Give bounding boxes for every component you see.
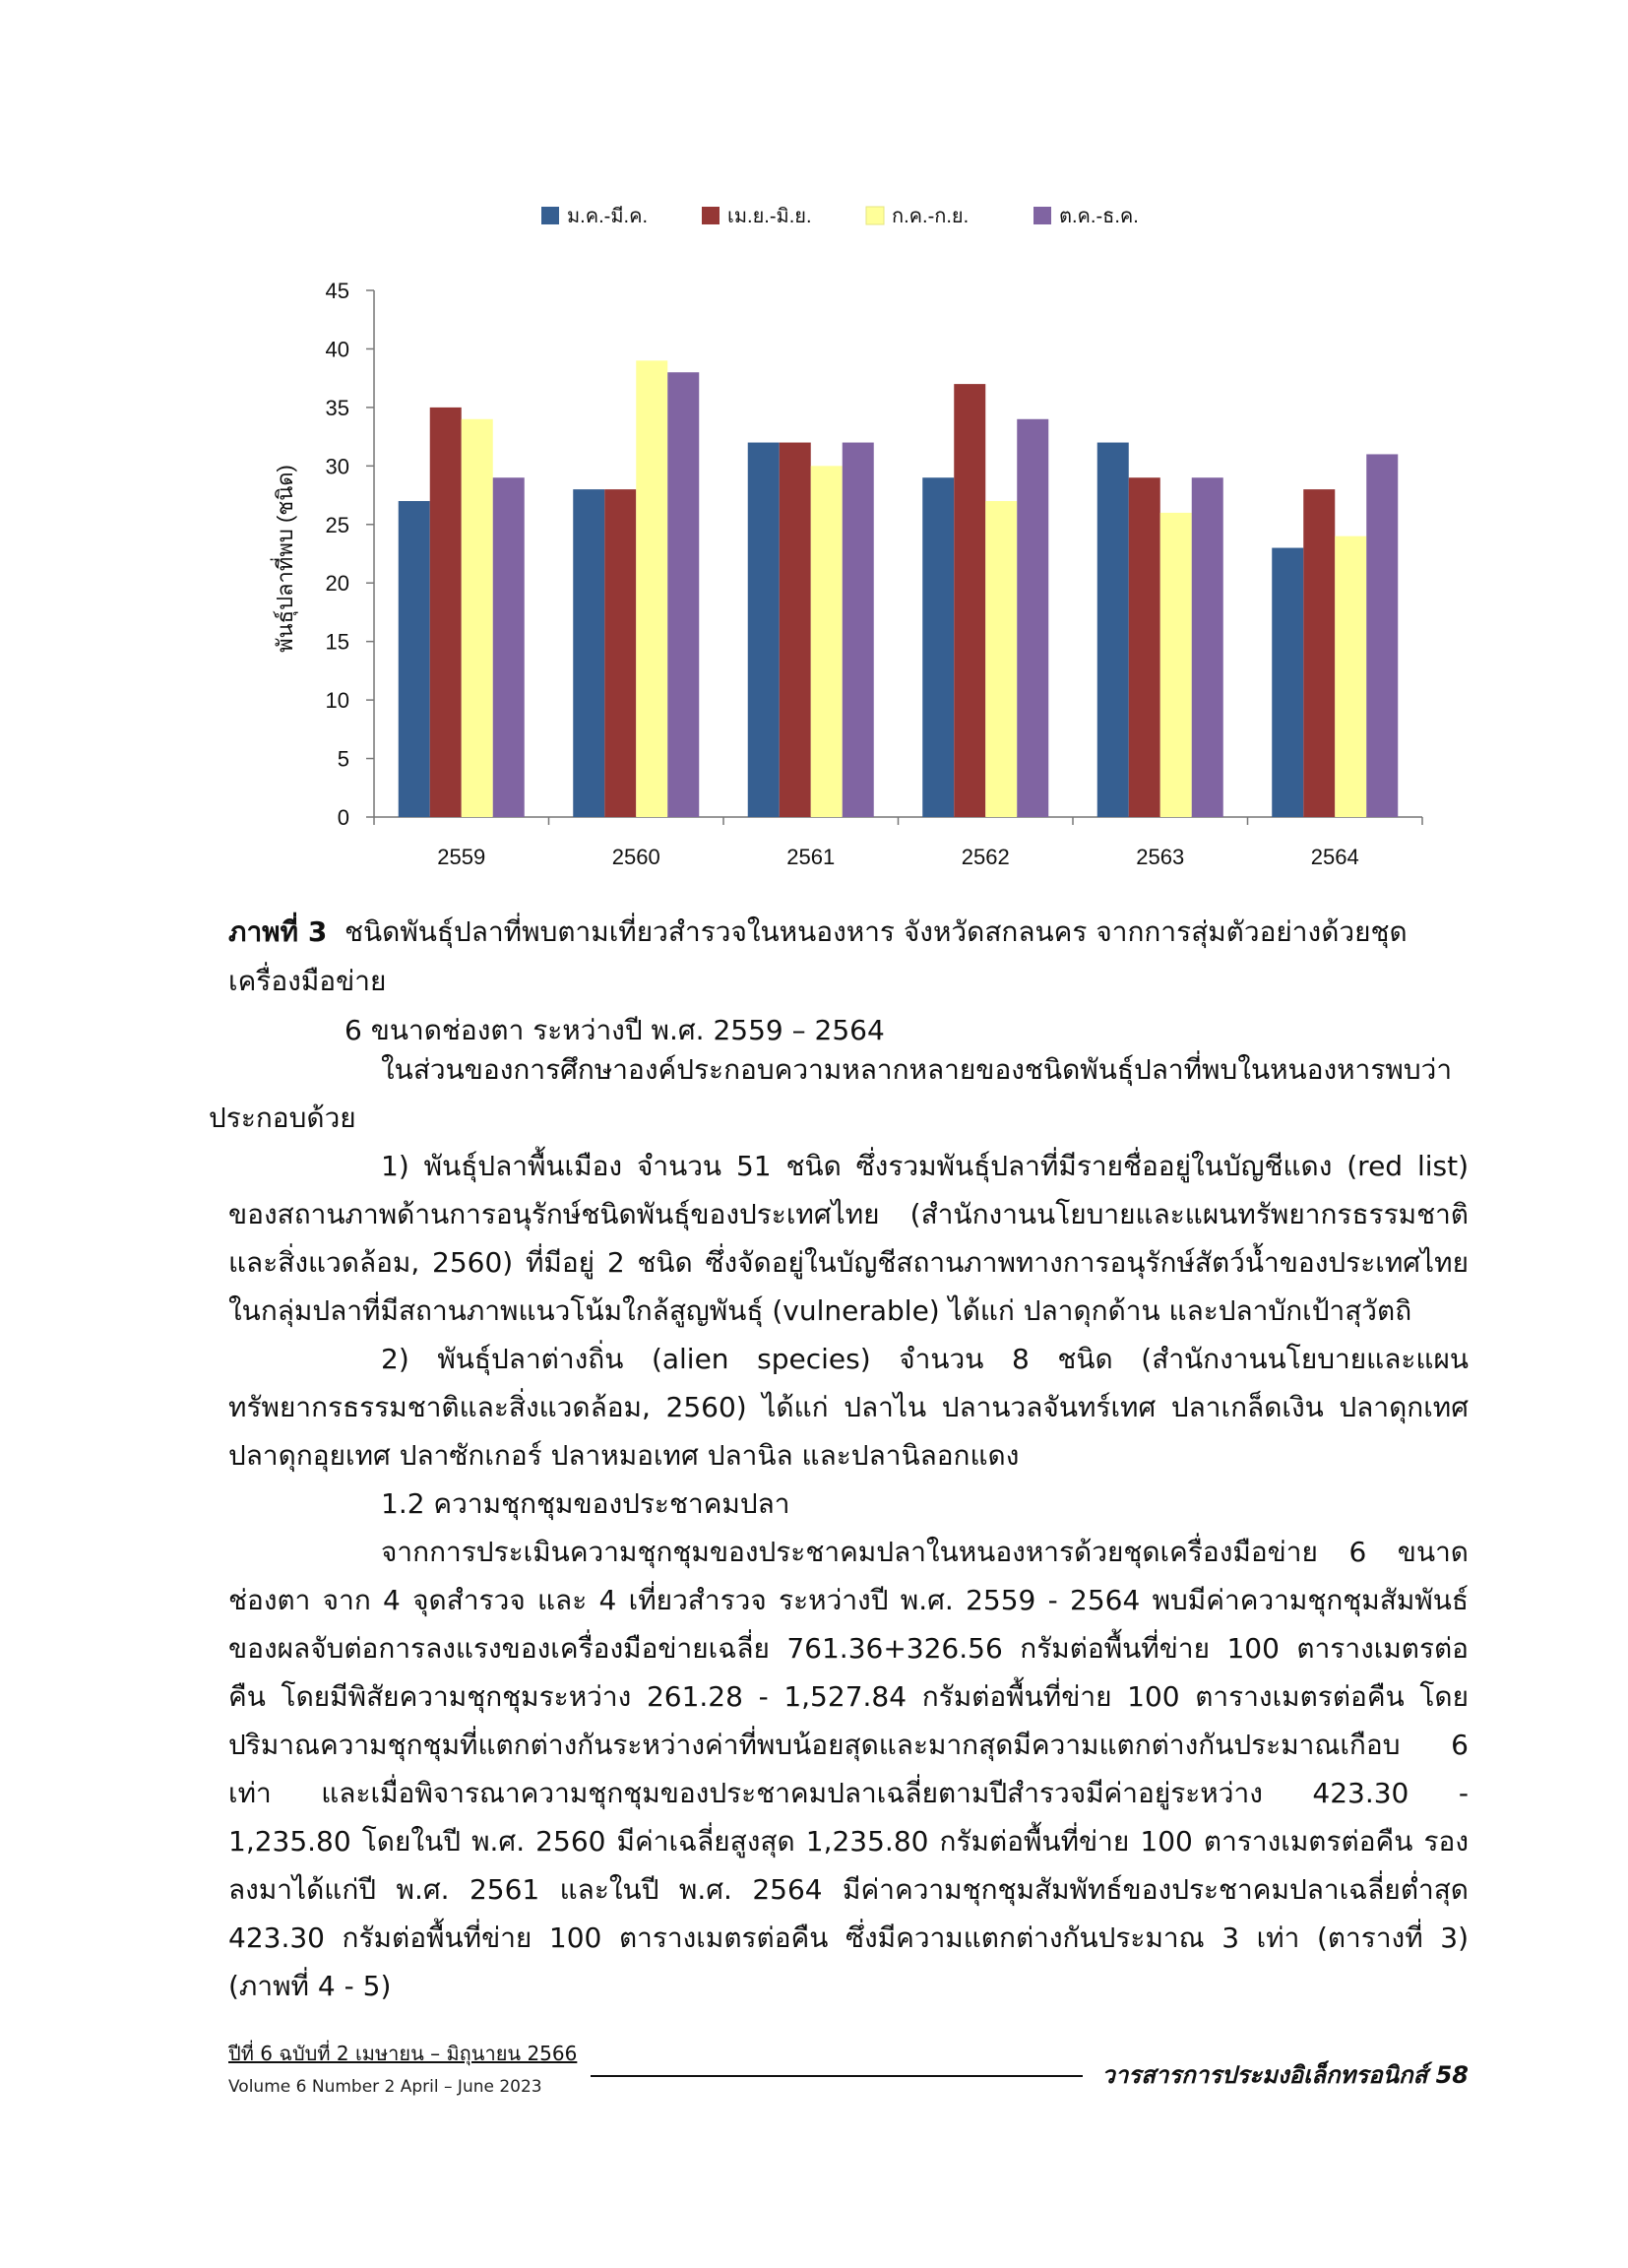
x-tick-label: 2563 [1136, 845, 1185, 869]
journal-name: วารสารการประมงอิเล็กทรอนิกส์ [1101, 2061, 1428, 2089]
legend-label: ม.ค.-มี.ค. [567, 206, 649, 227]
bar-2561-s4 [843, 443, 874, 817]
bar-2562-s2 [954, 384, 985, 817]
bar-2560-s4 [667, 372, 699, 817]
legend-swatch [541, 207, 559, 224]
x-tick-label: 2564 [1310, 845, 1359, 869]
y-tick-label: 0 [337, 805, 349, 830]
paragraph-native-fish: 1) พันธุ์ปลาพื้นเมือง จำนวน 51 ชนิด ซึ่งรวมพันธุ์ปลาที่มีรายชื่ออยู่ในบัญชีแดง (red list) ของสถานภาพด้านการอนุรักษ์ชนิดพันธุ์ของประเทศไทย (สำนักงานนโยบายและแผนทรัพยากรธรรมชาติและสิ่งแวดล้อม, 2560) ที่มีอยู่ 2 ชนิด ซึ่งจัดอยู่ในบัญชีสถานภาพทางการอนุรักษ์สัตว์น้ำของประเทศไทยในกลุ่มปลาที่มีสถานภาพแนวโน้มใกล้สูญพันธุ์ (vulnerable) ได้แก่ ปลาดุกด้าน และปลาบักเป้าสุวัตถิ [228, 1150, 1469, 1327]
footer-issue [228, 2038, 577, 2097]
bar-2562-s3 [985, 501, 1017, 817]
legend-swatch [702, 207, 720, 224]
y-axis-label: พันธุ์ปลาที่พบ (ชนิด) [273, 465, 297, 653]
footer-english-issue: Volume 6 Number 2 April – June 2023 [228, 2077, 542, 2097]
legend-label: ต.ค.-ธ.ค. [1059, 206, 1139, 227]
x-tick-label: 2561 [786, 845, 836, 869]
bar-2564-s3 [1335, 536, 1366, 817]
y-tick-label: 25 [325, 512, 349, 537]
y-tick-label: 15 [325, 629, 349, 655]
bar-2559-s2 [430, 408, 462, 817]
y-tick-label: 5 [337, 746, 349, 772]
footer-rule [591, 2075, 1083, 2077]
caption-line1: ชนิดพันธุ์ปลาที่พบตามเที่ยวสำรวจในหนองหาร จังหวัดสกลนคร จากการสุ่มตัวอย่างด้วยชุดเครื่องมือข่าย [228, 915, 1408, 997]
page-number: 58 [1435, 2061, 1469, 2089]
legend-label: เม.ย.-มิ.ย. [727, 206, 812, 227]
paragraph-intro: ในส่วนของการศึกษาองค์ประกอบความหลากหลายของชนิดพันธุ์ปลาที่พบในหนองหารพบว่าประกอบด้วย [209, 1053, 1453, 1134]
bar-2561-s2 [780, 443, 811, 817]
bar-2563-s4 [1192, 477, 1223, 817]
bar-2563-s1 [1097, 443, 1129, 817]
x-tick-label: 2559 [437, 845, 486, 869]
bar-2562-s1 [922, 477, 954, 817]
bar-2562-s4 [1017, 419, 1048, 817]
caption-line2: 6 ขนาดช่องตา ระหว่างปี พ.ศ. 2559 – 2564 [344, 1014, 885, 1046]
bar-2563-s2 [1129, 477, 1160, 817]
x-tick-label: 2562 [961, 845, 1010, 869]
bar-2564-s2 [1303, 489, 1335, 817]
body-text [209, 1045, 1469, 2010]
bar-2564-s4 [1366, 454, 1398, 817]
x-tick-label: 2560 [611, 845, 660, 869]
bar-2559-s4 [493, 477, 525, 817]
legend-swatch [866, 207, 884, 224]
bar-2561-s3 [811, 466, 843, 817]
bar-2564-s1 [1272, 548, 1303, 817]
legend-label: ก.ค.-ก.ย. [892, 206, 970, 227]
bar-2561-s1 [748, 443, 780, 817]
footer-journal [1101, 2055, 1469, 2094]
legend-swatch [1033, 207, 1051, 224]
y-tick-label: 35 [325, 395, 349, 420]
caption-label: ภาพที่ 3 [228, 915, 328, 948]
y-tick-label: 30 [325, 454, 349, 479]
bar-2559-s1 [399, 501, 430, 817]
y-tick-label: 45 [325, 279, 349, 303]
y-tick-label: 20 [325, 571, 349, 597]
section-heading: 1.2 ความชุกชุมของประชาคมปลา [381, 1487, 790, 1520]
bar-2559-s3 [462, 419, 493, 817]
bar-chart [246, 187, 1457, 886]
paragraph-alien-fish: 2) พันธุ์ปลาต่างถิ่น (alien species) จำนวน 8 ชนิด (สำนักงานนโยบายและแผนทรัพยากรธรรมชาติและสิ่งแวดล้อม, 2560) ได้แก่ ปลาไน ปลานวลจันทร์เทศ ปลาเกล็ดเงิน ปลาดุกเทศ ปลาดุกอุยเทศ ปลาซักเกอร์ ปลาหมอเทศ ปลานิล และปลานิลอกแดง [228, 1343, 1469, 1472]
bar-2560-s1 [573, 489, 604, 817]
bar-2563-s3 [1160, 513, 1192, 817]
bar-2560-s2 [604, 489, 636, 817]
y-tick-label: 10 [325, 688, 349, 714]
y-tick-label: 40 [325, 337, 349, 362]
paragraph-abundance: จากการประเมินความชุกชุมของประชาคมปลาในหนองหารด้วยชุดเครื่องมือข่าย 6 ขนาดช่องตา จาก 4 จุดสำรวจ และ 4 เที่ยวสำรวจ ระหว่างปี พ.ศ. 2559 - 2564 พบมีค่าความชุกชุมสัมพันธ์ของผลจับต่อการลงแรงของเครื่องมือข่ายเฉลี่ย 761.36+326.56 กรัมต่อพื้นที่ข่าย 100 ตารางเมตรต่อคืน โดยมีพิสัยความชุกชุมระหว่าง 261.28 - 1,527.84 กรัมต่อพื้นที่ข่าย 100 ตารางเมตรต่อคืน โดยปริมาณความชุกชุมที่แตกต่างกันระหว่างค่าที่พบน้อยสุดและมากสุดมีความแตกต่างกันประมาณเกือบ 6 เท่า และเมื่อพิจารณาความชุกชุมของประชาคมปลาเฉลี่ยตามปีสำรวจมีค่าอยู่ระหว่าง 423.30 - 1,235.80 โดยในปี พ.ศ. 2560 มีค่าเฉลี่ยสูงสุด 1,235.80 กรัมต่อพื้นที่ข่าย 100 ตารางเมตรต่อคืน รองลงมาได้แก่ปี พ.ศ. 2561 และในปี พ.ศ. 2564 มีค่าความชุกชุมสัมพัทธ์ของประชาคมปลาเฉลี่ยต่ำสุด 423.30 กรัมต่อพื้นที่ข่าย 100 ตารางเมตรต่อคืน ซึ่งมีความแตกต่างกันประมาณ 3 เท่า (ตารางที่ 3) (ภาพที่ 4 - 5) [228, 1536, 1469, 2002]
footer-thai-issue: ปีที่ 6 ฉบับที่ 2 เมษายน – มิถุนายน 2566 [228, 2042, 578, 2065]
bar-2560-s3 [636, 360, 667, 817]
figure-caption [228, 908, 1469, 1055]
